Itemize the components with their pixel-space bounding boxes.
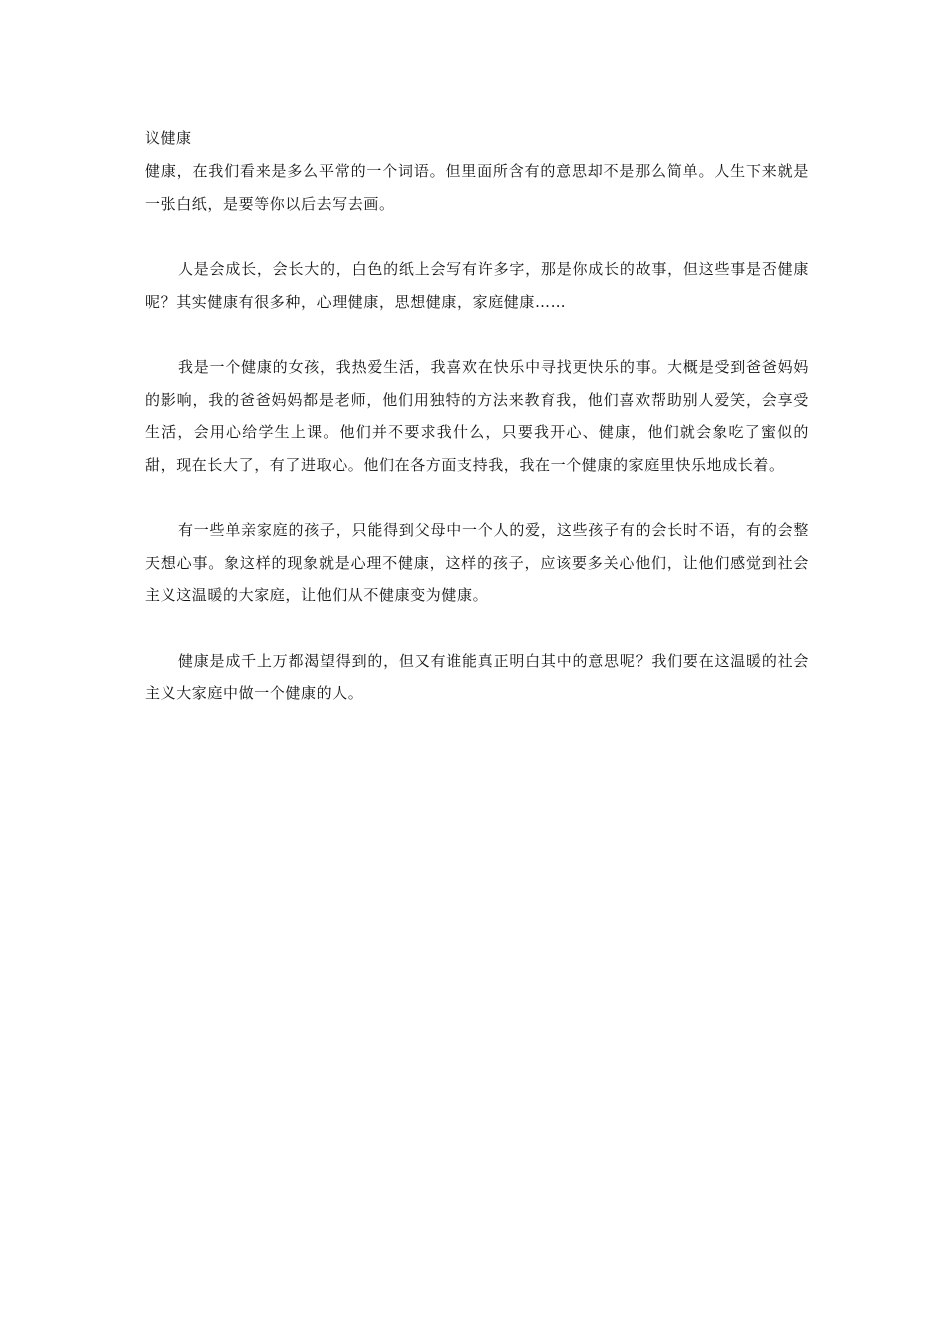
document-page — [145, 122, 809, 710]
paragraph-4: 有一些单亲家庭的孩子，只能得到父母中一个人的爱，这些孩子有的会长时不语，有的会整天想心事。象这样的现象就是心理不健康，这样的孩子，应该要多关心他们，让他们感觉到社会主义这温暖的大家庭，让他们从不健康变为健康。 — [145, 521, 809, 604]
paragraph-5: 健康是成千上万都渴望得到的，但又有谁能真正明白其中的意思呢？我们要在这温暖的社会主义大家庭中做一个健康的人。 — [145, 651, 809, 702]
document-title: 议健康 — [145, 129, 192, 147]
paragraph-gap — [145, 481, 809, 514]
paragraph-3: 我是一个健康的女孩，我热爱生活，我喜欢在快乐中寻找更快乐的事。大概是受到爸爸妈妈的影响，我的爸爸妈妈都是老师，他们用独特的方法来教育我，他们喜欢帮助别人爱笑，会享受生活，会用心给学生上课。他们并不要求我什么，只要我开心、健康，他们就会象吃了蜜似的甜，现在长大了，有了进取心。他们在各方面支持我，我在一个健康的家庭里快乐地成长着。 — [145, 358, 809, 474]
paragraph-gap — [145, 612, 809, 645]
paragraph-2: 人是会成长，会长大的，白色的纸上会写有许多字，那是你成长的故事，但这些事是否健康呢？其实健康有很多种，心理健康，思想健康，家庭健康…… — [145, 260, 809, 311]
paragraph-1: 健康，在我们看来是多么平常的一个词语。但里面所含有的意思却不是那么简单。人生下来就是一张白纸，是要等你以后去写去画。 — [145, 162, 809, 213]
paragraph-gap — [145, 220, 809, 253]
paragraph-gap — [145, 318, 809, 351]
